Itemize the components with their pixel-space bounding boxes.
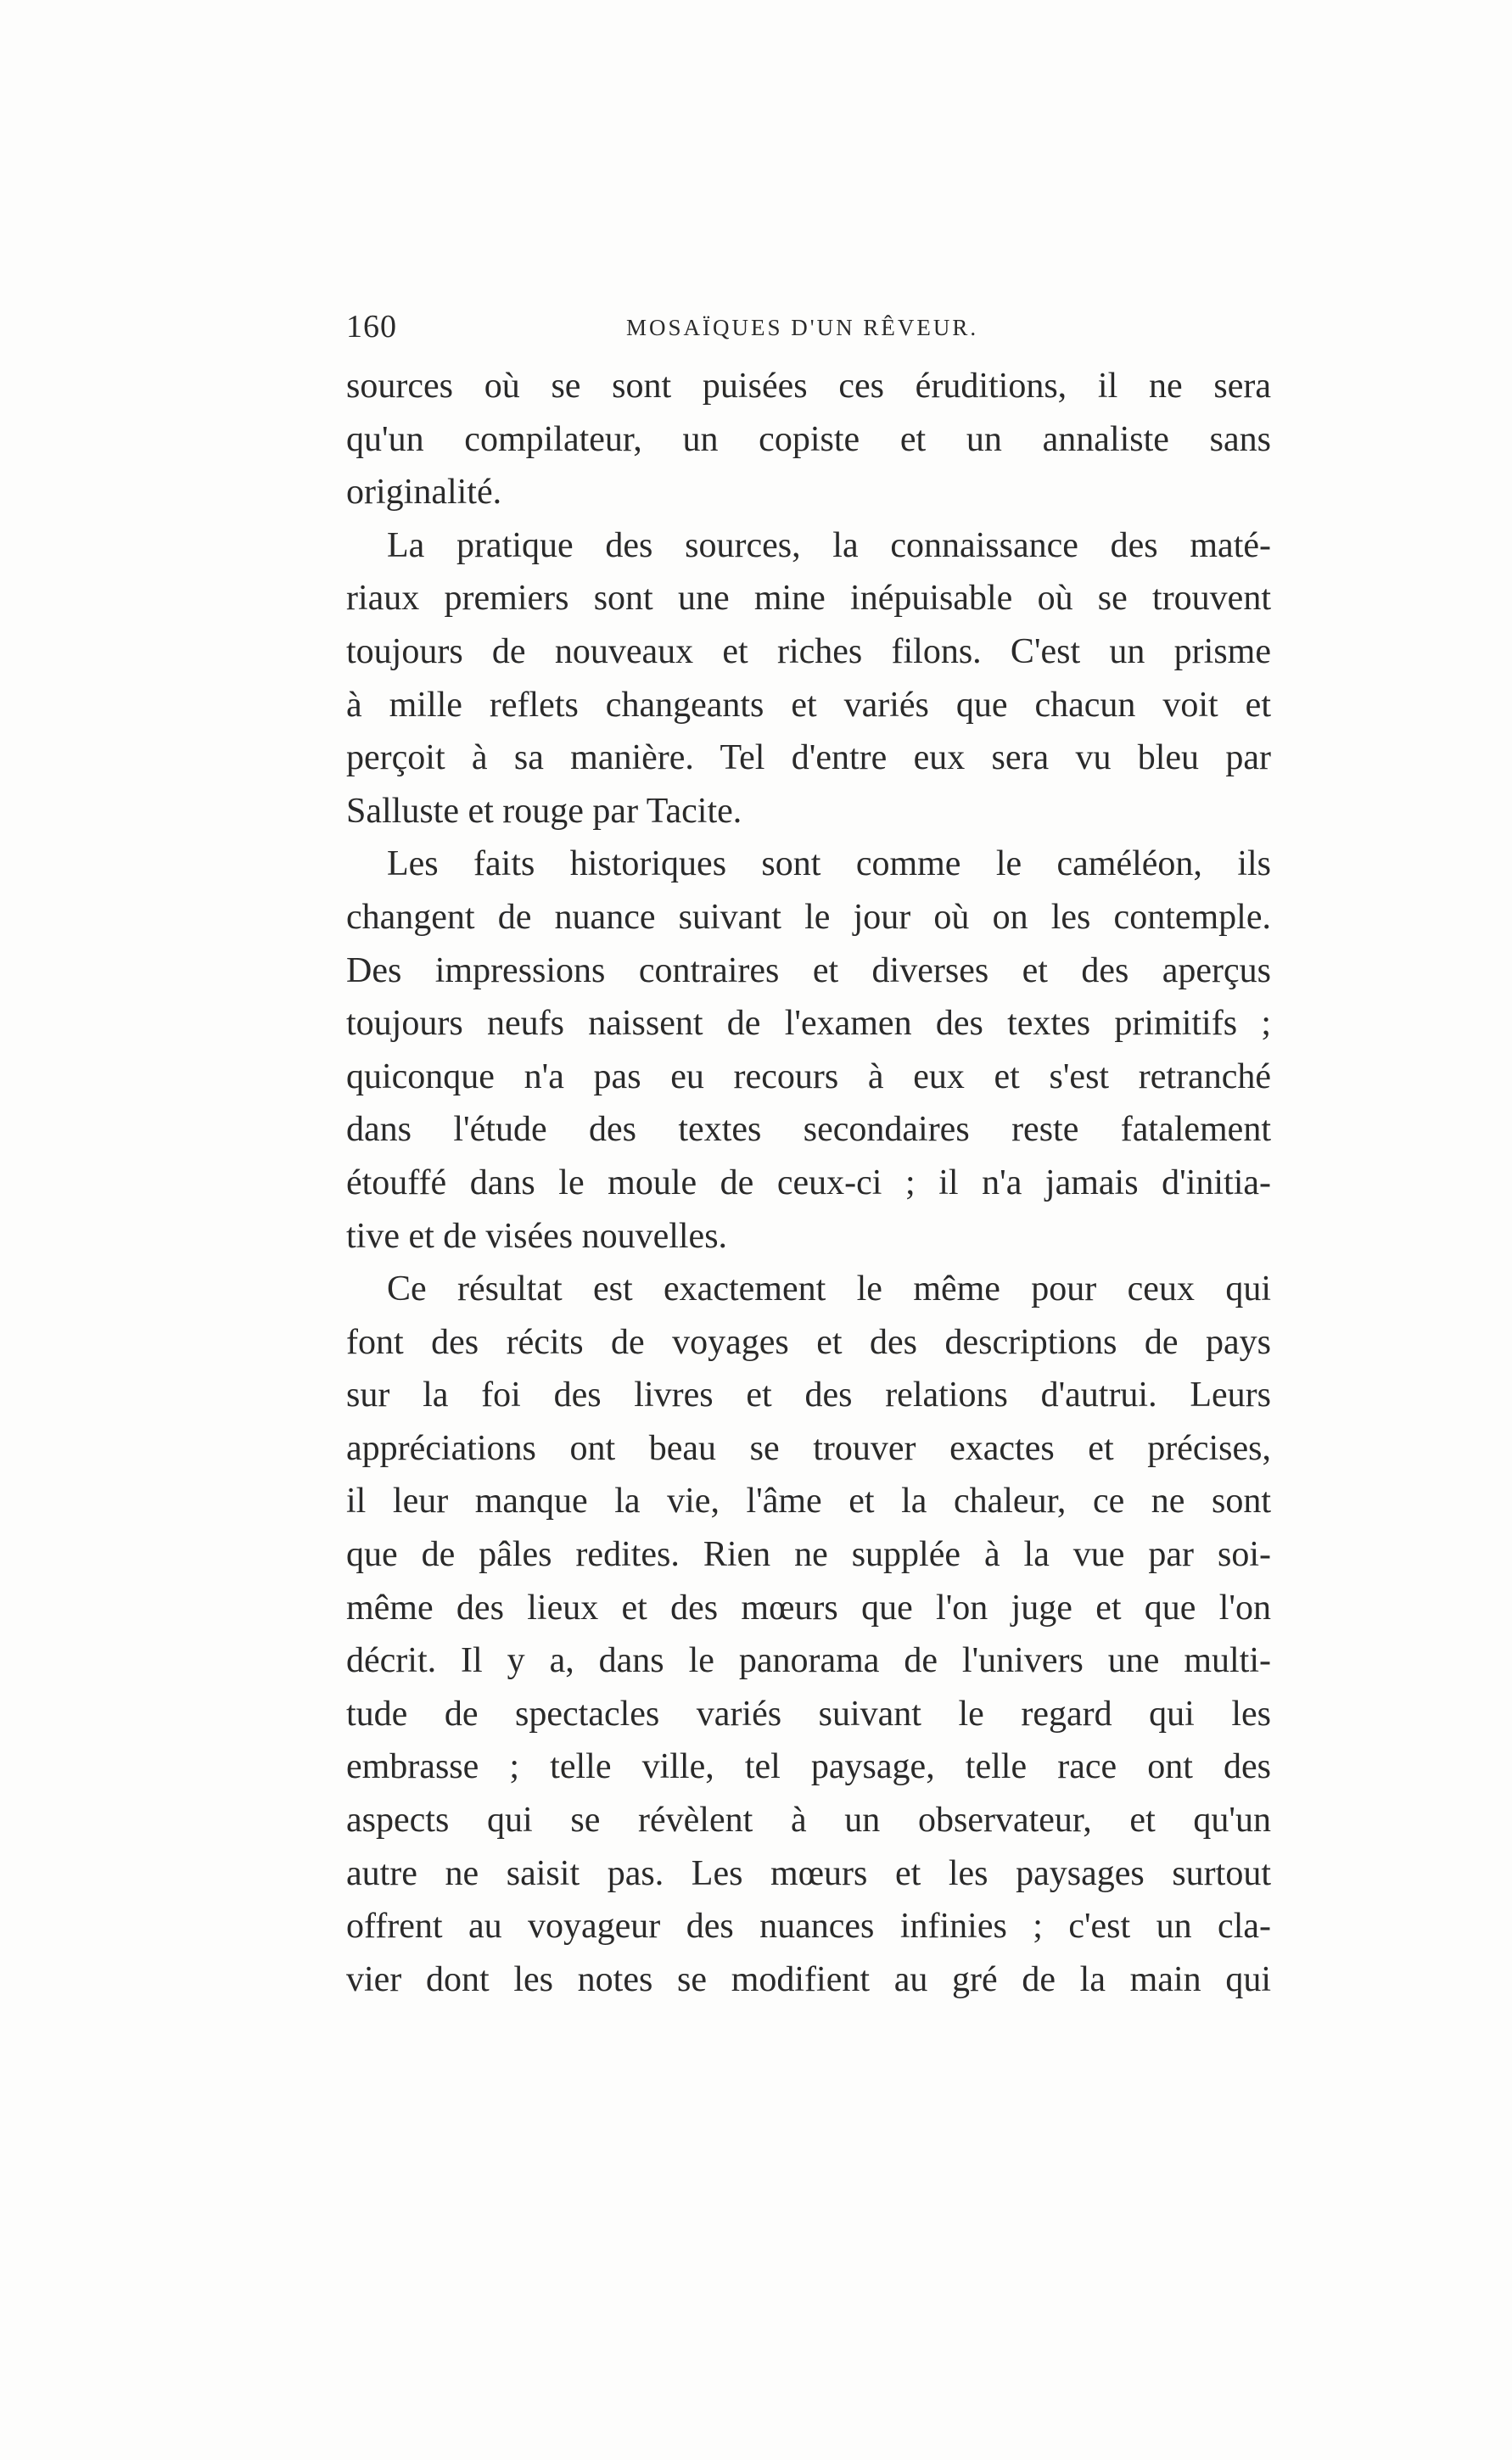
text-line: riaux premiers sont une mine inépuisable où se trouvent bbox=[346, 579, 1271, 619]
text-line: perçoit à sa manière. Tel d'entre eux sera vu bleu par bbox=[346, 738, 1271, 778]
text-line: Ce résultat est exactement le même pour ceux qui bbox=[387, 1269, 1271, 1309]
text-line: toujours neufs naissent de l'examen des textes primitifs ; bbox=[346, 1004, 1271, 1044]
text-line: embrasse ; telle ville, tel paysage, telle race ont des bbox=[346, 1747, 1271, 1787]
text-line: dans l'étude des textes secondaires reste fatalement bbox=[346, 1110, 1271, 1150]
text-line: originalité. bbox=[346, 473, 502, 513]
text-line: que de pâles redites. Rien ne supplée à la vue par soi- bbox=[346, 1535, 1271, 1575]
page-number: 160 bbox=[346, 309, 397, 345]
text-line: il leur manque la vie, l'âme et la chaleur, ce ne sont bbox=[346, 1482, 1271, 1521]
text-line: tive et de visées nouvelles. bbox=[346, 1216, 728, 1256]
text-line: Salluste et rouge par Tacite. bbox=[346, 791, 742, 831]
text-line: toujours de nouveaux et riches filons. C'est un prisme bbox=[346, 631, 1271, 671]
text-line: appréciations ont beau se trouver exactes et précises, bbox=[346, 1428, 1271, 1468]
text-line: à mille reflets changeants et variés que chacun voit et bbox=[346, 685, 1271, 725]
text-line: tude de spectacles variés suivant le regard qui les bbox=[346, 1694, 1271, 1734]
text-line: changent de nuance suivant le jour où on les contemple. bbox=[346, 897, 1271, 937]
body-text bbox=[346, 360, 1271, 2006]
text-line: autre ne saisit pas. Les mœurs et les paysages surtout bbox=[346, 1853, 1271, 1893]
text-line: qu'un compilateur, un copiste et un annaliste sans bbox=[346, 419, 1271, 459]
text-line: décrit. Il y a, dans le panorama de l'univers une multi- bbox=[346, 1641, 1271, 1681]
text-line: étouffé dans le moule de ceux-ci ; il n'a jamais d'initia- bbox=[346, 1163, 1271, 1202]
text-line: quiconque n'a pas eu recours à eux et s'est retranché bbox=[346, 1056, 1271, 1096]
page-header bbox=[346, 305, 1271, 348]
text-line: vier dont les notes se modifient au gré de la main qui bbox=[346, 1959, 1271, 1999]
text-line: sources où se sont puisées ces éruditions, il ne sera bbox=[346, 367, 1271, 406]
running-title: MOSAÏQUES D'UN RÊVEUR. bbox=[626, 315, 979, 340]
text-line: même des lieux et des mœurs que l'on juge et que l'on bbox=[346, 1588, 1271, 1628]
text-line: offrent au voyageur des nuances infinies ; c'est un cla- bbox=[346, 1907, 1271, 1947]
text-line: Les faits historiques sont comme le caméléon, ils bbox=[387, 844, 1271, 884]
text-line: font des récits de voyages et des descriptions de pays bbox=[346, 1322, 1271, 1362]
text-line: La pratique des sources, la connaissance des maté- bbox=[387, 525, 1271, 565]
text-line: sur la foi des livres et des relations d'autrui. Leurs bbox=[346, 1376, 1271, 1415]
text-line: Des impressions contraires et diverses et des aperçus bbox=[346, 950, 1271, 990]
text-line: aspects qui se révèlent à un observateur, et qu'un bbox=[346, 1801, 1271, 1841]
